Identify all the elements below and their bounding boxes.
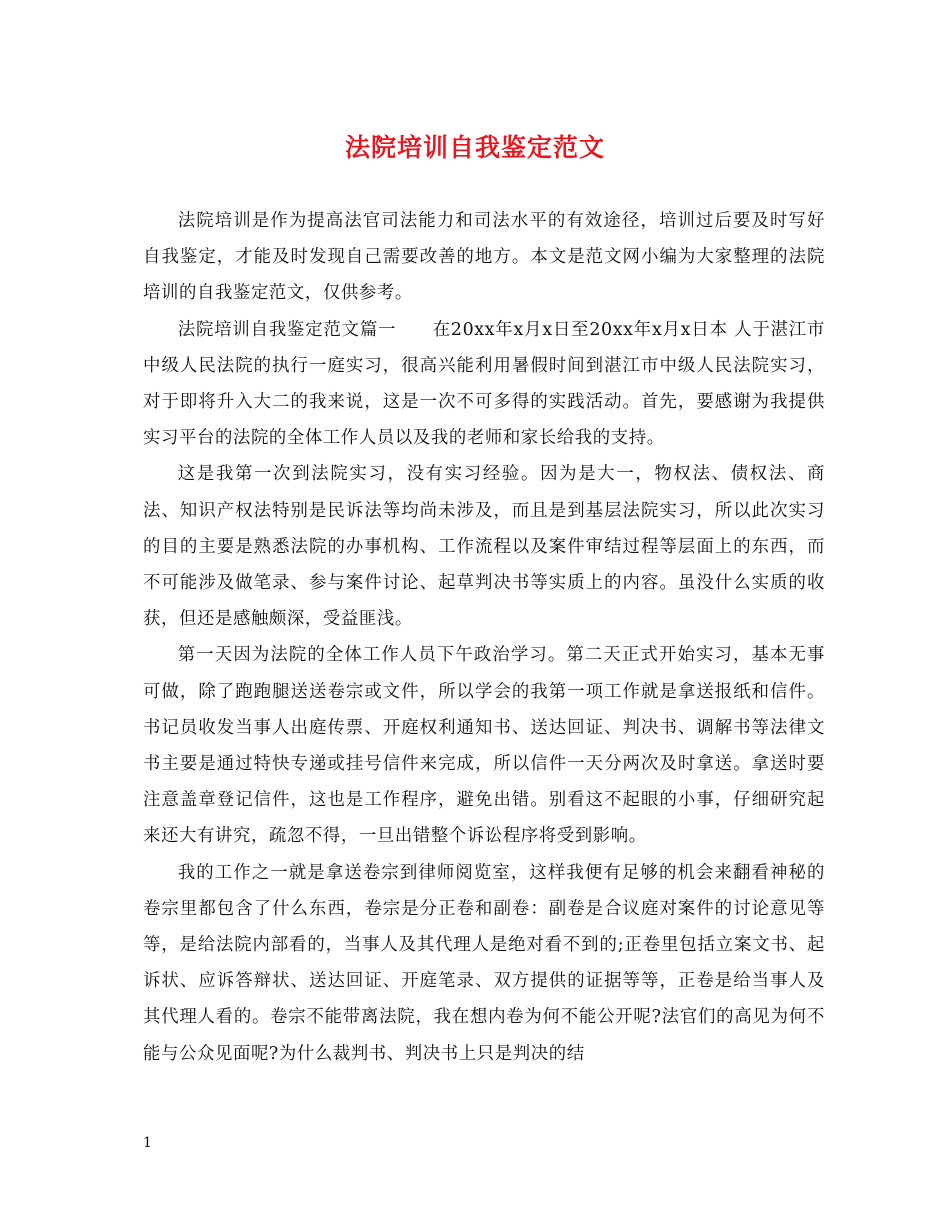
document-body xyxy=(143,203,825,1072)
paragraph-sample-one: 法院培训自我鉴定范文篇一 在20xx年x月x日至20xx年x月x日本 人于湛江市中级人民法院的执行一庭实习，很高兴能利用暑假时间到湛江市中级人民法院实习，对于即将升入大二的我来说，这是一次不可多得的实践活动。首先，要感谢为我提供实习平台的法院的全体工作人员以及我的老师和家长给我的支持。 xyxy=(143,319,825,449)
document-title: 法院培训自我鉴定范文 xyxy=(344,133,605,162)
paragraph-first-day: 第一天因为法院的全体工作人员下午政治学习。第二天正式开始实习，基本无事可做，除了跑跑腿送送卷宗或文件，所以学会的我第一项工作就是拿送报纸和信件。书记员收发当事人出庭传票、开庭权利通知书、送达回证、判决书、调解书等法律文书主要是通过特快专递或挂号信件来完成，所以信件一天分两次及时拿送。拿送时要注意盖章登记信件，这也是工作程序，避免出错。别看这不起眼的小事，仔细研究起来还大有讲究，疏忽不得，一旦出错整个诉讼程序将受到影响。 xyxy=(143,645,825,847)
page-number: 1 xyxy=(143,1135,152,1151)
paragraph-first-internship: 这是我第一次到法院实习，没有实习经验。因为是大一，物权法、债权法、商法、知识产权法特别是民诉法等均尚未涉及，而且是到基层法院实习，所以此次实习的目的主要是熟悉法院的办事机构、工作流程以及案件审结过程等层面上的东西，而不可能涉及做笔录、参与案件讨论、起草判决书等实质上的内容。虽没什么实质的收获，但还是感触颇深，受益匪浅。 xyxy=(143,464,825,630)
paragraph-intro: 法院培训是作为提高法官司法能力和司法水平的有效途径，培训过后要及时写好自我鉴定，才能及时发现自己需要改善的地方。本文是范文网小编为大家整理的法院培训的自我鉴定范文，仅供参考。 xyxy=(143,211,825,304)
paragraph-case-files: 我的工作之一就是拿送卷宗到律师阅览室，这样我便有足够的机会来翻看神秘的卷宗里都包含了什么东西，卷宗是分正卷和副卷：副卷是合议庭对案件的讨论意见等等，是给法院内部看的，当事人及其代理人是绝对看不到的;正卷里包括立案文书、起诉状、应诉答辩状、送达回证、开庭笔录、双方提供的证据等等，正卷是给当事人及其代理人看的。卷宗不能带离法院，我在想内卷为何不能公开呢?法官们的高见为何不能与公众见面呢?为什么裁判书、判决书上只是判决的结 xyxy=(143,862,825,1064)
